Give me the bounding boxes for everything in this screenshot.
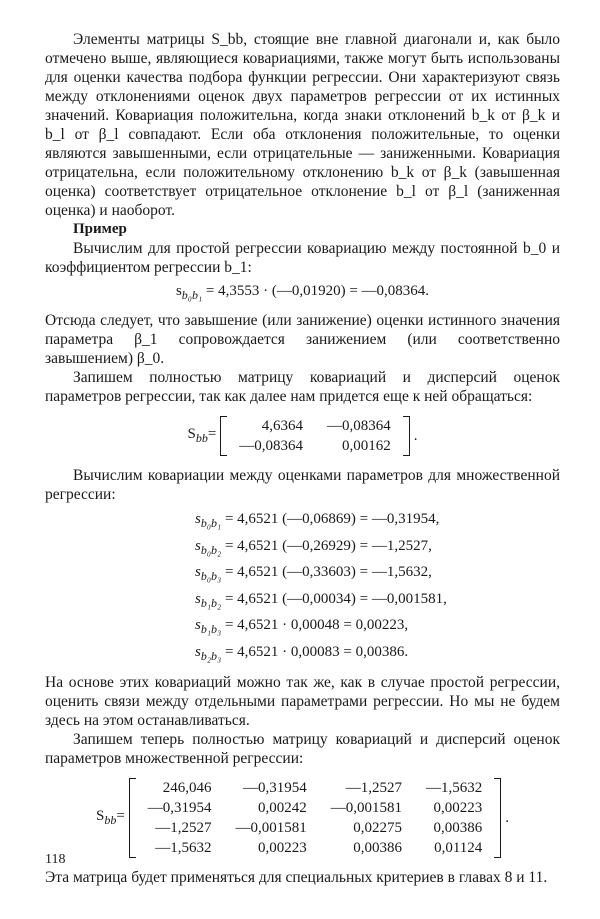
covariance-line: $s_{b_0b_3} = 4,6521$ (—0,33603) = —1,5632,	[195, 564, 432, 583]
matrix-simple-label: $S_{bb}=$	[187, 426, 217, 445]
example-heading: Пример	[73, 221, 127, 237]
matrix-cell: —0,31954	[147, 800, 212, 816]
matrix-cell: 0,02275	[353, 820, 403, 836]
paragraph-multi-matrix-intro: Запишем теперь полностью матрицу ковариаций и дисперсий оценок параметров множественной регрессии:	[45, 731, 560, 767]
matrix-cell: —0,001581	[330, 800, 403, 816]
matrix-cell: 0,00223	[433, 800, 483, 816]
matrix-multi-table	[136, 778, 495, 858]
left-bracket	[220, 416, 227, 456]
formula-simple-covariance	[45, 282, 560, 305]
matrix-cell: 0,00242	[258, 800, 307, 816]
paragraph-multi-covariances: Вычислим ковариации между оценками параметров для множественной регрессии:	[45, 467, 560, 503]
covariance-line: $s_{b_1b_3} = 4,6521 \cdot 0,00048 = 0,00223$,	[195, 617, 409, 636]
covariance-list	[195, 508, 560, 667]
right-bracket	[403, 416, 410, 456]
matrix-multi-label: $S_{bb}=$	[95, 808, 125, 827]
matrix-row	[136, 838, 495, 858]
matrix-cell: —1,5632	[155, 840, 212, 856]
formula-subscript: b₀b₁	[181, 288, 203, 302]
page-body	[45, 30, 560, 887]
matrix-cell: —1,2527	[155, 820, 212, 836]
matrix-cell: 0,01124	[434, 840, 483, 856]
paragraph-conclusion: Отсюда следует, что завышение (или занижение) оценки истинного значения параметра β_1 сопровождается занижением (или соответственно завышением) β_0.	[45, 312, 560, 367]
paragraph-closing: Эта матрица будет применяться для специальных критериев в главах 8 и 11.	[45, 869, 548, 886]
matrix-row	[136, 778, 495, 798]
covariance-line: $s_{b_2b_3} = 4,6521 \cdot 0,00083 = 0,00386$.	[195, 643, 409, 663]
matrix-cell: 0,00386	[433, 820, 483, 836]
covariance-line: $s_{b_1b_2} = 4,6521$ (—0,00034) = —0,001581,	[195, 590, 447, 610]
covariance-line: $s_{b_0b_1} = 4,6521$ (—0,06869) = —0,31954,	[195, 511, 440, 530]
matrix-row	[227, 436, 403, 456]
formula-rhs: = 4,3553 · (—0,01920) = —0,08364.	[205, 283, 430, 299]
matrix-row	[227, 416, 403, 436]
paragraph-matrix-intro: Запишем полностью матрицу ковариаций и дисперсий оценок параметров регрессии, так как далее нам придется еще к ней обращаться:	[45, 369, 560, 405]
matrix-cell: 0,00162	[342, 438, 391, 454]
matrix-cell: 4,6364	[261, 418, 304, 434]
right-bracket	[494, 778, 501, 858]
matrix-cell: —1,5632	[426, 780, 483, 796]
matrix-row	[136, 818, 495, 838]
paragraph-simple-regression: Вычислим для простой регрессии ковариацию между постоянной b_0 и коэффициентом регрессии b_1:	[45, 240, 560, 276]
matrix-cell: 246,046	[162, 780, 212, 796]
paragraph-covariance-intro: Элементы матрицы S_bb, стоящие вне главной диагонали и, как было отмечено выше, являющиеся ковариациями, также могут быть использованы для оценки качества подбора функции регрессии. Они характеризуют связь между отклонениями оценок двух параметров регрессии от их истинных значений. Ковариация положительна, когда знаки отклонений b_k от β_k и b_l от β_l совпадают. Если оба отклонения положительные, то оценки являются завышенными, если отрицательные — заниженными. Ковариация отрицательна, если положительному отклонению b_k от β_k (завышенная оценка) соответствует отрицательное отклонение b_l от β_l (заниженная оценка) и наоборот.	[45, 31, 560, 219]
formula-symbol: s	[175, 283, 182, 299]
page-number: 118	[45, 852, 66, 867]
paragraph-relations: На основе этих ковариаций можно так же, как в случае простой регрессии, оценить связи между отдельными параметрами регрессии. Но мы не будем здесь на этом останавливаться.	[45, 674, 560, 729]
matrix-cell: —0,31954	[243, 780, 307, 796]
matrix-cell: —0,001581	[235, 820, 307, 836]
matrix-simple: $S_{bb}=$ 4,6364 —0,08364 —0,08364 0,00162 .	[187, 418, 418, 454]
matrix-cell: —0,08364	[239, 438, 304, 454]
matrix-cell: 0,00386	[353, 840, 403, 856]
covariance-line: $s_{b_0b_2} = 4,6521$ (—0,26929) = —1,2527,	[195, 537, 432, 557]
left-bracket	[129, 778, 136, 858]
matrix-multi: $S_{bb}=$ 246,046 —0,31954 —1,2527 —1,5632 —0,31954 0,00242 —0,001581 0,00223 —1,2527 —0,001581 0,02275 0,00386 —1,5632 0,00223 0,00386 0,01124 .	[95, 780, 510, 856]
matrix-cell: 0,00223	[258, 840, 307, 856]
matrix-cell: —0,08364	[327, 418, 391, 434]
matrix-row	[136, 798, 495, 818]
matrix-cell: —1,2527	[345, 780, 403, 796]
matrix-simple-table	[227, 416, 403, 456]
